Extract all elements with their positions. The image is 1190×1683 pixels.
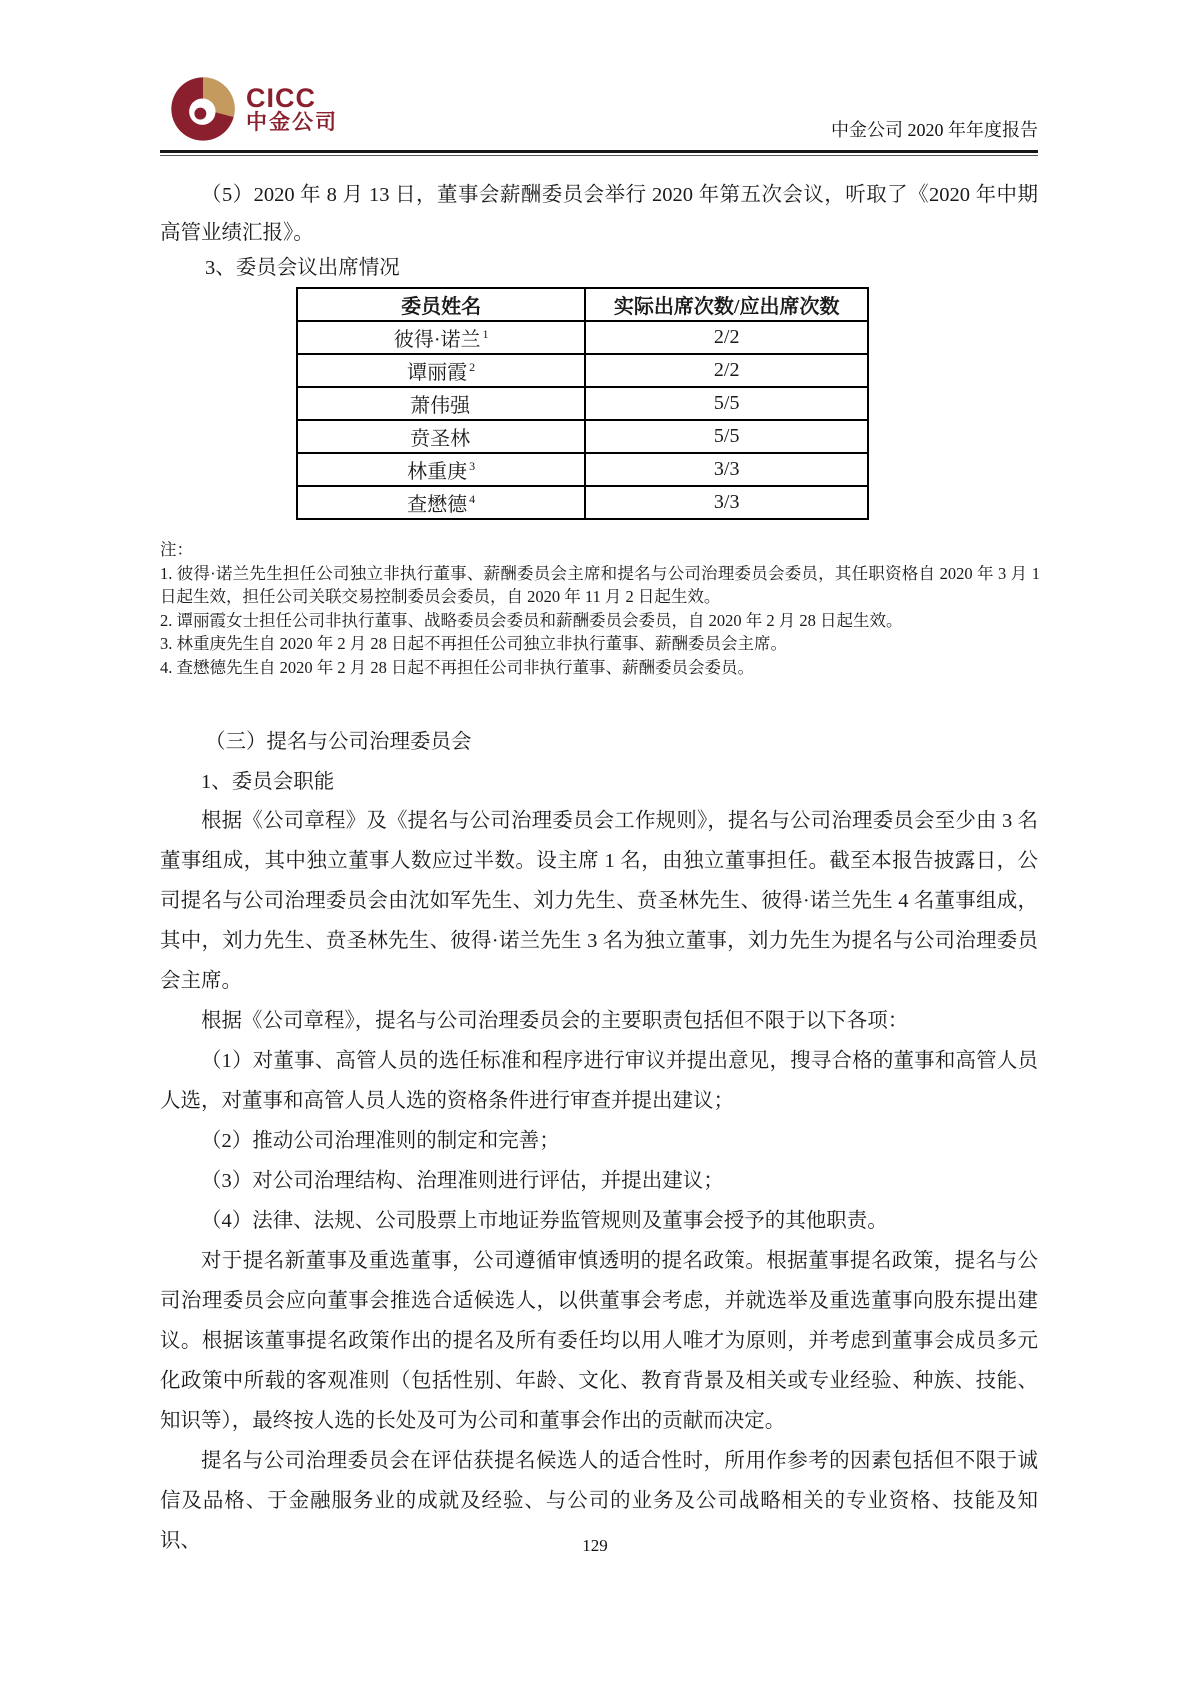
note-ref-superscript: 2: [469, 360, 476, 375]
body-paragraph: （4）法律、法规、公司股票上市地证券监管规则及董事会授予的其他职责。: [201, 1210, 888, 1232]
body-paragraph: （2）推动公司治理准则的制定和完善；: [201, 1130, 560, 1152]
member-name-cell: [297, 354, 585, 387]
body-paragraph: （3）对公司治理结构、治理准则进行评估，并提出建议；: [201, 1170, 724, 1192]
page-header: [160, 76, 1038, 144]
member-name-cell: [297, 321, 585, 354]
body-paragraph: （1）对董事、高管人员的选任标准和程序进行审议并提出意见，搜寻合格的董事和高管人员人选，对董事和高管人员人选的资格条件进行审查并提出建议；: [160, 1050, 1038, 1112]
notes-label: 注：: [160, 540, 193, 559]
member-name: 林重庚: [407, 461, 468, 483]
note-item: 2. 谭丽霞女士担任公司非执行董事、战略委员会委员和薪酬委员会委员，自 2020 年 2 月 28 日起生效。: [160, 610, 903, 630]
table-row: [297, 486, 868, 519]
member-name-cell: [297, 420, 585, 453]
attendance-table: [296, 287, 869, 520]
page-footer: [0, 1536, 1190, 1556]
member-name-cell: [297, 453, 585, 486]
member-name: 查懋德: [407, 494, 468, 516]
attendance-cell: 5/5: [585, 387, 868, 420]
note-ref-superscript: 4: [469, 492, 476, 507]
attendance-cell: 3/3: [585, 486, 868, 519]
note-item: 1. 彼得·诺兰先生担任公司独立非执行董事、薪酬委员会主席和提名与公司治理委员会委员，其任职资格自 2020 年 3 月 1 日起生效，担任公司关联交易控制委员会委员，自 2020 年 11 月 2 日起生效。: [160, 563, 1040, 606]
nomination-body: [160, 801, 1038, 1561]
nomination-section-heading: （三）提名与公司治理委员会: [205, 731, 472, 753]
table-notes: [160, 538, 1040, 679]
body-paragraph: 根据《公司章程》及《提名与公司治理委员会工作规则》，提名与公司治理委员会至少由 3 名董事组成，其中独立董事人数应过半数。设主席 1 名，由独立董事担任。截至本报告披露日，公司提名与公司治理委员会由沈如军先生、刘力先生、贲圣林先生、彼得·诺兰先生 4 名董事组成，其中，刘力先生、贲圣林先生、彼得·诺兰先生 3 名为独立董事，刘力先生为提名与公司治理委员会主席。: [160, 810, 1038, 992]
note-ref-superscript: 3: [469, 459, 476, 474]
header-cell-attendance: 实际出席次数/应出席次数: [585, 288, 868, 321]
table-row: [297, 387, 868, 420]
cicc-logo-mark-icon: [170, 76, 236, 142]
note-item: 4. 查懋德先生自 2020 年 2 月 28 日起不再担任公司非执行董事、薪酬委员会委员。: [160, 657, 754, 677]
logo-text-en: CICC: [246, 82, 316, 113]
logo-text-cn: 中金公司: [246, 111, 338, 135]
header-divider-thick-line: [160, 150, 1038, 153]
attendance-cell: 2/2: [585, 354, 868, 387]
attendance-cell: 2/2: [585, 321, 868, 354]
header-divider-thin-line: [160, 155, 1038, 156]
note-item: 3. 林重庚先生自 2020 年 2 月 28 日起不再担任公司独立非执行董事、薪酬委员会主席。: [160, 634, 787, 653]
member-name: 贲圣林: [410, 428, 471, 450]
attendance-cell: 3/3: [585, 453, 868, 486]
cicc-logo: [170, 76, 338, 142]
member-name-cell: [297, 486, 585, 519]
table-row: [297, 321, 868, 354]
member-name: 萧伟强: [410, 395, 471, 417]
member-name-cell: [297, 387, 585, 420]
body-paragraph: 提名与公司治理委员会在评估获提名候选人的适合性时，所用作参考的因素包括但不限于诚信及品格、于金融服务业的成就及经验、与公司的业务及公司战略相关的专业资格、技能及知识、: [160, 1450, 1038, 1552]
body-paragraph: 根据《公司章程》，提名与公司治理委员会的主要职责包括但不限于以下各项：: [201, 1010, 909, 1032]
table-row: [297, 453, 868, 486]
header-cell-member-name: 委员姓名: [297, 288, 585, 321]
table-row: [297, 354, 868, 387]
nomination-subheading: 1、委员会职能: [201, 771, 335, 793]
intro-paragraph: （5）2020 年 8 月 13 日，董事会薪酬委员会举行 2020 年第五次会议，听取了《2020 年中期高管业绩汇报》。: [160, 184, 1038, 244]
member-name: 彼得·诺兰: [393, 329, 481, 351]
report-title: 中金公司 2020 年年度报告: [831, 120, 1038, 140]
body-paragraph: 对于提名新董事及重选董事，公司遵循审慎透明的提名政策。根据董事提名政策，提名与公司治理委员会应向董事会推选合适候选人，以供董事会考虑，并就选举及重选董事向股东提出建议。根据该董事提名政策作出的提名及所有委任均以用人唯才为原则，并考虑到董事会成员多元化政策中所载的客观准则（包括性别、年龄、文化、教育背景及相关或专业经验、种族、技能、知识等），最终按人选的长处及可为公司和董事会作出的贡献而决定。: [160, 1250, 1038, 1432]
attendance-cell: 5/5: [585, 420, 868, 453]
table-row: [297, 420, 868, 453]
member-name: 谭丽霞: [407, 362, 468, 384]
note-ref-superscript: 1: [482, 327, 489, 342]
page-number: 129: [582, 1536, 608, 1555]
table-header-row: [297, 288, 868, 321]
attendance-section-heading: 3、委员会议出席情况: [205, 257, 400, 279]
header-divider: [160, 150, 1038, 157]
cicc-logo-text: [246, 84, 338, 134]
